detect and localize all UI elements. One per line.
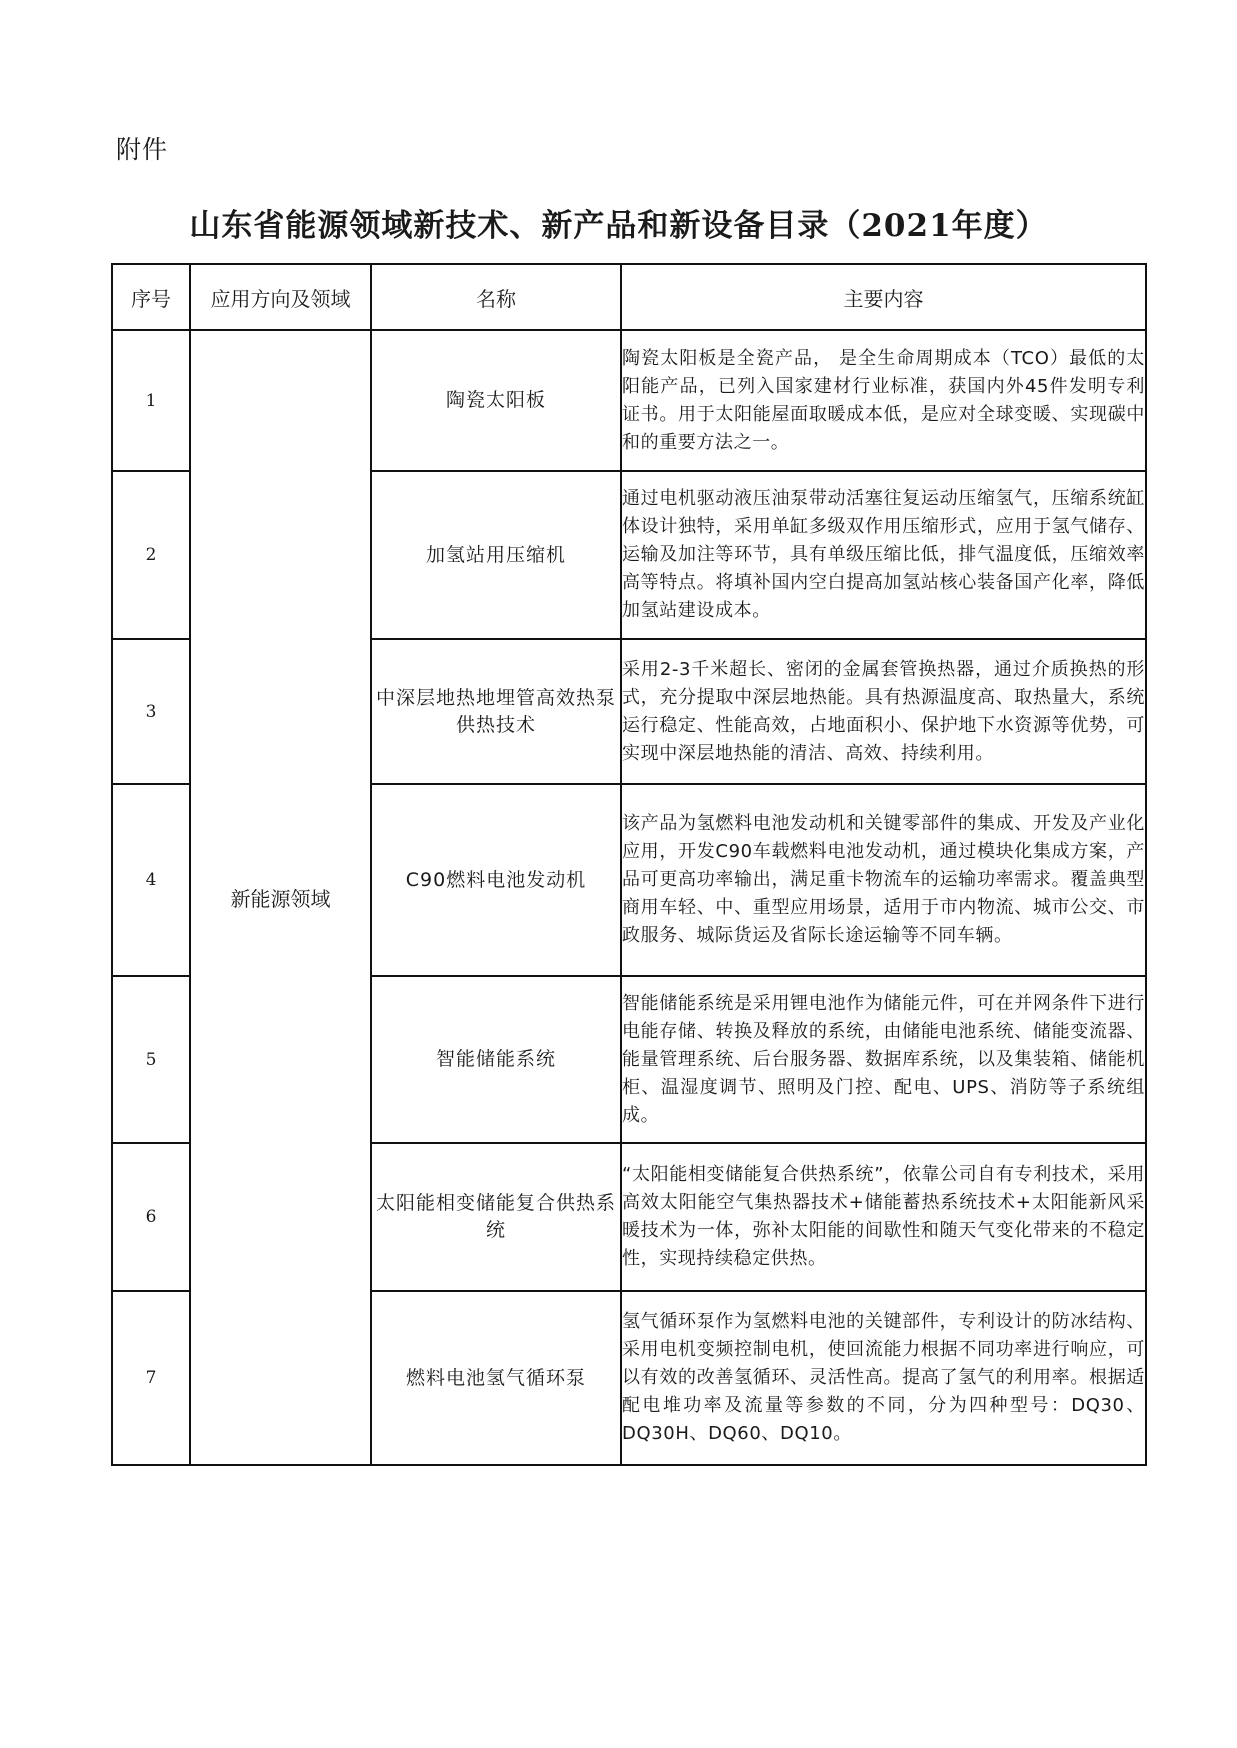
header-content: 主要内容 (621, 264, 1146, 330)
catalog-table (111, 263, 1147, 1466)
row-name: 陶瓷太阳板 (371, 330, 621, 471)
row-content: 通过电机驱动液压油泵带动活塞往复运动压缩氢气，压缩系统缸体设计独特，采用单缸多级双作用压缩形式，应用于氢气储存、运输及加注等环节，具有单级压缩比低，排气温度低，压缩效率高等特点。将填补国内空白提高加氢站核心装备国产化率，降低加氢站建设成本。 (621, 471, 1146, 639)
row-content: “太阳能相变储能复合供热系统”，依靠公司自有专利技术，采用高效太阳能空气集热器技术+储能蓄热系统技术+太阳能新风采暖技术为一体，弥补太阳能的间歇性和随天气变化带来的不稳定性，实现持续稳定供热。 (621, 1143, 1146, 1291)
header-name: 名称 (371, 264, 621, 330)
row-name: 加氢站用压缩机 (371, 471, 621, 639)
row-num: 6 (112, 1143, 190, 1291)
row-num: 3 (112, 639, 190, 784)
row-num: 7 (112, 1291, 190, 1465)
attachment-label: 附件 (116, 135, 169, 164)
row-name: 中深层地热地埋管高效热泵供热技术 (371, 639, 621, 784)
row-num: 2 (112, 471, 190, 639)
row-name: 燃料电池氢气循环泵 (371, 1291, 621, 1465)
row-content: 该产品为氢燃料电池发动机和关键零部件的集成、开发及产业化应用，开发C90车载燃料电池发动机，通过模块化集成方案，产品可更高功率输出，满足重卡物流车的运输功率需求。覆盖典型商用车轻、中、重型应用场景，适用于市内物流、城市公交、市政服务、城际货运及省际长途运输等不同车辆。 (621, 784, 1146, 976)
table-row (112, 330, 1146, 471)
row-content: 陶瓷太阳板是全瓷产品， 是全生命周期成本（TCO）最低的太阳能产品，已列入国家建材行业标准，获国内外45件发明专利证书。用于太阳能屋面取暖成本低，是应对全球变暖、实现碳中和的重要方法之一。 (621, 330, 1146, 471)
row-content: 智能储能系统是采用锂电池作为储能元件，可在并网条件下进行电能存储、转换及释放的系统，由储能电池系统、储能变流器、能量管理系统、后台服务器、数据库系统，以及集装箱、储能机柜、温湿度调节、照明及门控、配电、UPS、消防等子系统组成。 (621, 976, 1146, 1143)
field-cell: 新能源领域 (190, 330, 371, 1465)
row-num: 1 (112, 330, 190, 471)
row-name: 智能储能系统 (371, 976, 621, 1143)
row-num: 4 (112, 784, 190, 976)
row-content: 氢气循环泵作为氢燃料电池的关键部件，专利设计的防冰结构、采用电机变频控制电机，使回流能力根据不同功率进行响应，可以有效的改善氢循环、灵活性高。提高了氢气的利用率。根据适配电堆功率及流量等参数的不同，分为四种型号：DQ30、DQ30H、DQ60、DQ10。 (621, 1291, 1146, 1465)
row-num: 5 (112, 976, 190, 1143)
document-title: 山东省能源领域新技术、新产品和新设备目录（2021年度） (189, 208, 1048, 244)
header-num: 序号 (112, 264, 190, 330)
header-field: 应用方向及领域 (190, 264, 371, 330)
table-header-row (112, 264, 1146, 330)
row-content: 采用2-3千米超长、密闭的金属套管换热器，通过介质换热的形式，充分提取中深层地热能。具有热源温度高、取热量大，系统运行稳定、性能高效，占地面积小、保护地下水资源等优势，可实现中深层地热能的清洁、高效、持续利用。 (621, 639, 1146, 784)
row-name: 太阳能相变储能复合供热系统 (371, 1143, 621, 1291)
row-name: C90燃料电池发动机 (371, 784, 621, 976)
